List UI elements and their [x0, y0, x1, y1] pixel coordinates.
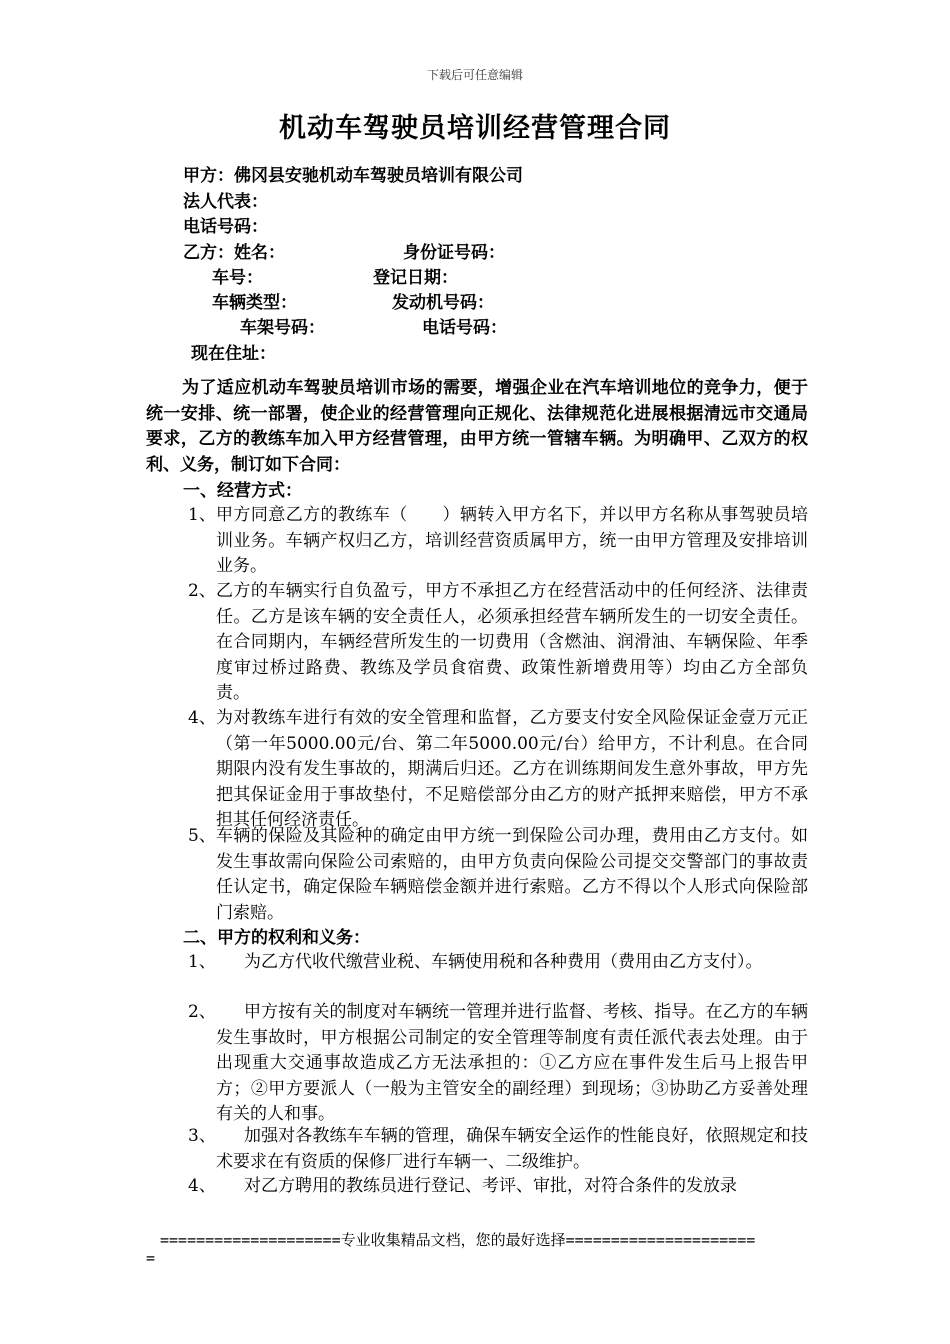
item-text: 乙方的车辆实行自负盈亏，甲方不承担乙方在经营活动中的任何经济、法律责任。乙方是该车辆的安全责任人，必须承担经营车辆所发生的一切安全责任。在合同期内，车辆经营所发生的一切费用（含燃油、润滑油、车辆保险、年季度审过桥过路费、教练及学员食宿费、政策性新增费用等）均由乙方全部负责。 — [216, 581, 808, 703]
item-number: 4、 — [188, 1176, 216, 1196]
section-1-item — [188, 824, 808, 926]
item-text: 车辆的保险及其险种的确定由甲方统一到保险公司办理，费用由乙方支付。如发生事故需向保险公司索赔的，由甲方负责向保险公司提交交警部门的事故责任认定书，确定保险车辆赔偿金额并进行索赔。乙方不得以个人形式向保险部门索赔。 — [216, 826, 808, 923]
party-b-name: 乙方：姓名： — [183, 243, 285, 263]
section-1-item — [188, 706, 808, 834]
item-text: 为乙方代收代缴营业税、车辆使用税和各种费用（费用由乙方支付）。 — [244, 952, 763, 972]
party-a-rep: 法人代表： — [183, 192, 268, 212]
party-b-id: 身份证号码： — [403, 243, 505, 263]
party-b-vehicle-type: 车辆类型： — [212, 293, 297, 313]
section-2-item — [188, 1174, 808, 1200]
section-1-item — [188, 579, 808, 707]
section-2-item — [188, 1000, 808, 1128]
party-b-frame-no: 车架号码： — [240, 318, 325, 338]
section-1-item — [188, 503, 808, 580]
item-number: 1、 — [188, 952, 216, 972]
page-footer: ====================专业收集精品文档，您的最好选择===================== — [160, 1231, 756, 1249]
party-a-name: 甲方：佛冈县安驰机动车驾驶员培训有限公司 — [183, 166, 523, 186]
item-number: 2、 — [188, 581, 216, 601]
item-number: 5、 — [188, 826, 216, 846]
section-2-item — [188, 1124, 808, 1175]
party-b-phone: 电话号码： — [422, 318, 507, 338]
intro-paragraph: 为了适应机动车驾驶员培训市场的需要，增强企业在汽车培训地位的竞争力，便于统一安排、统一部署，使企业的经营管理向正规化、法律规范化进展根据清远市交通局要求，乙方的教练车加入甲方经营管理，由甲方统一管辖车辆。为明确甲、乙双方的权利、义务，制订如下合同： — [146, 378, 808, 475]
page-header: 下载后可任意编辑 — [426, 68, 523, 82]
item-text: 对乙方聘用的教练员进行登记、考评、审批，对符合条件的发放录 — [244, 1176, 737, 1196]
party-b-reg-date: 登记日期： — [373, 268, 458, 288]
item-text: 加强对各教练车车辆的管理，确保车辆安全运作的性能良好，依照规定和技术要求在有资质的保修厂进行车辆一、二级维护。 — [216, 1126, 808, 1172]
party-b-address: 现在住址： — [191, 344, 276, 364]
item-text: 为对教练车进行有效的安全管理和监督，乙方要支付安全风险保证金壹万元正（第一年5000.00元/台、第二年5000.00元/台）给甲方，不计利息。在合同期限内没有发生事故的，期满后归还。乙方在训练期间发生意外事故，甲方先把其保证金用于事故垫付，不足赔偿部分由乙方的财产抵押来赔偿，甲方不承担其任何经济责任。 — [216, 708, 808, 830]
item-number: 2、 — [188, 1002, 216, 1022]
item-text: 甲方同意乙方的教练车（ ）辆转入甲方名下，并以甲方名称从事驾驶员培训业务。车辆产权归乙方，培训经营资质属甲方，统一由甲方管理及安排培训业务。 — [216, 505, 808, 576]
section-1-heading: 一、经营方式： — [183, 481, 302, 501]
party-b-engine-no: 发动机号码： — [392, 293, 494, 313]
item-number: 3、 — [188, 1126, 216, 1146]
document-title: 机动车驾驶员培训经营管理合同 — [279, 113, 671, 144]
item-text: 甲方按有关的制度对车辆统一管理并进行监督、考核、指导。在乙方的车辆发生事故时，甲方根据公司制定的安全管理等制度有责任派代表去处理。由于出现重大交通事故造成乙方无法承担的：①乙方应在事件发生后马上报告甲方；②甲方要派人（一般为主管安全的副经理）到现场；③协助乙方妥善处理有关的人和事。 — [216, 1002, 808, 1124]
item-number: 1、 — [188, 505, 216, 525]
item-number: 4、 — [188, 708, 216, 728]
section-2-heading: 二、甲方的权利和义务： — [183, 928, 370, 948]
party-b-plate: 车号： — [212, 268, 263, 288]
section-2-item — [188, 950, 808, 976]
page-footer-continuation: = — [146, 1249, 156, 1267]
party-a-phone: 电话号码： — [183, 217, 268, 237]
